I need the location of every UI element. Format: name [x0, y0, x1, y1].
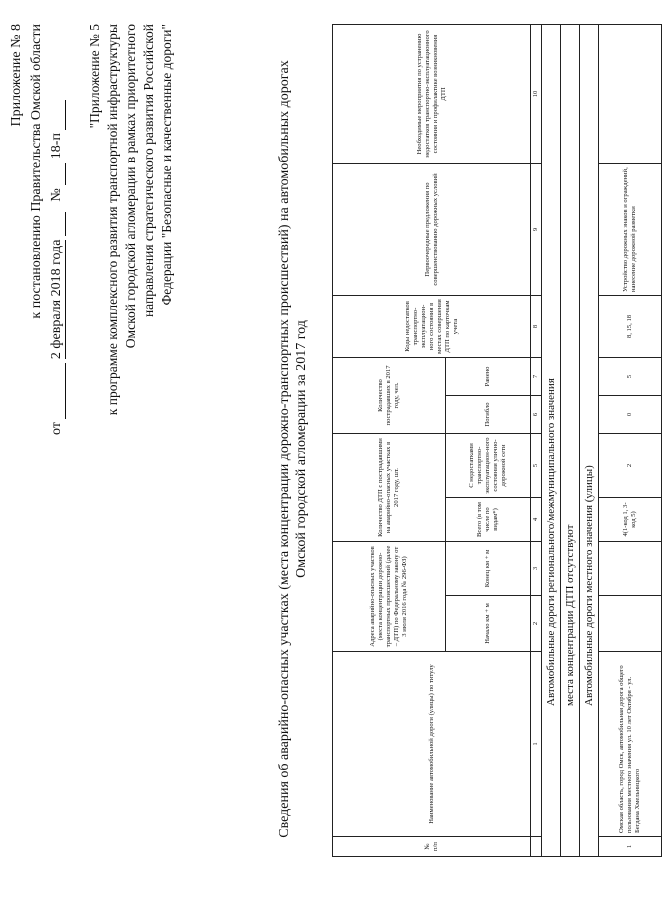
document-title-line-2: Омской городской агломерации за 2017 год [294, 320, 309, 578]
header-start: Начало км + м [446, 596, 531, 652]
accident-sites-table [332, 24, 662, 857]
appendix-number: Приложение № 8 [9, 24, 24, 127]
date-from-label: от [49, 422, 64, 435]
cell-total: 4(1-код 1, 3-код 5) [599, 498, 662, 542]
date-blank [48, 363, 66, 419]
cell-killed: 0 [599, 395, 662, 433]
column-number-row [531, 24, 542, 856]
col-number: 10 [531, 24, 542, 163]
cell-start [599, 596, 662, 652]
cell-codes: 8, 15, 18 [599, 295, 662, 357]
decree-date-line [48, 15, 66, 435]
program-line-1: к программе комплексного развития транспортной инфраструктуры [105, 24, 120, 416]
table-row [599, 24, 662, 856]
header-victims-group: Количество пострадавших в 2017 году, чел. [333, 357, 446, 433]
cell-proposals: Устройство дорожных знаков и ограждений, нанесение дорожной разметки [599, 163, 662, 295]
cell-road-name: Омская область, город Омск, автомобильная дорога общего пользования местного значения ул. 10 лет Октября - ул. Бегдана Хмельницкого [599, 652, 662, 837]
number-sign: № [49, 188, 64, 202]
decree-number: 18-п [49, 133, 64, 160]
section-regional-none: места концентрации ДТП отсутствуют [561, 24, 580, 856]
cell-with-deficiencies: 2 [599, 433, 662, 497]
col-number: 8 [531, 295, 542, 357]
program-appendix-ref: "Приложение № 5 [87, 24, 102, 129]
cell-end [599, 542, 662, 596]
section-regional-title: Автомобильные дороги регионального/межмуниципального значения [542, 24, 561, 856]
header-end: Конец км + м [446, 542, 531, 596]
header-with-deficiencies: С недостатками транспортно-эксплуатацион-ного состояния улично-дорожной сети [446, 433, 531, 497]
col-number [531, 837, 542, 857]
header-injured: Ранено [446, 357, 531, 395]
header-address-group: Адреса аварийно-опасных участков (места концентрации дорожно-транспортных происшествий (далее – ДТП) по Федеральному закону от 3 июля 2016 года № 296-ФЗ) [333, 542, 446, 652]
program-line-2: Омской городской агломерации в рамках приоритетного [123, 24, 138, 349]
header-total: Всего (в том числе по видам*) [446, 498, 531, 542]
header-codes: Коды недостатков транспортно-эксплуатацион-ного состояния в местах совершения ДТП по карточкам учета [333, 295, 531, 357]
col-number: 9 [531, 163, 542, 295]
section-local-title: Автомобильные дороги местного значения (улицы) [580, 24, 599, 856]
date-blank-2 [48, 212, 66, 236]
col-number: 5 [531, 433, 542, 497]
cell-no: 1 [599, 837, 662, 857]
col-number: 6 [531, 395, 542, 433]
header-killed: Погибло [446, 395, 531, 433]
header-count-group: Количество ДТП с пострадавшими на аварийно-опасных участках в 2017 году, шт. [333, 433, 446, 541]
cell-injured: 5 [599, 357, 662, 395]
decree-line: к постановлению Правительства Омской области [29, 24, 44, 319]
col-number: 1 [531, 652, 542, 837]
header-measures: Необходимые мероприятия по устранению недостатков транспортно-эксплуатационного состояния и профилактике возникновения ДТП [333, 24, 531, 163]
section-regional-none-row [561, 24, 580, 856]
program-line-4: Федерации "Безопасные и качественные дороги" [159, 24, 174, 306]
document-title-line-1: Сведения об аварийно-опасных участках (места концентрации дорожно-транспортных происшествий) на автомобильных дорогах [277, 60, 292, 838]
number-blank [48, 163, 66, 185]
col-number: 2 [531, 596, 542, 652]
table-header-row-1 [333, 24, 446, 856]
cell-measures [599, 24, 662, 163]
number-blank-2 [48, 100, 66, 130]
col-number: 3 [531, 542, 542, 596]
section-regional-row [542, 24, 561, 856]
header-road-name: Наименование автомобильной дороги (улицы) по титулу [333, 652, 531, 837]
decree-date: 2 февраля 2018 года [49, 239, 64, 360]
col-number: 7 [531, 357, 542, 395]
section-local-row [580, 24, 599, 856]
program-line-3: направления стратегического развития Российской [141, 24, 156, 318]
header-no: № п/п [333, 837, 531, 857]
col-number: 4 [531, 498, 542, 542]
header-proposals: Первоочередные предложения по совершенствованию дорожных условий [333, 163, 531, 295]
